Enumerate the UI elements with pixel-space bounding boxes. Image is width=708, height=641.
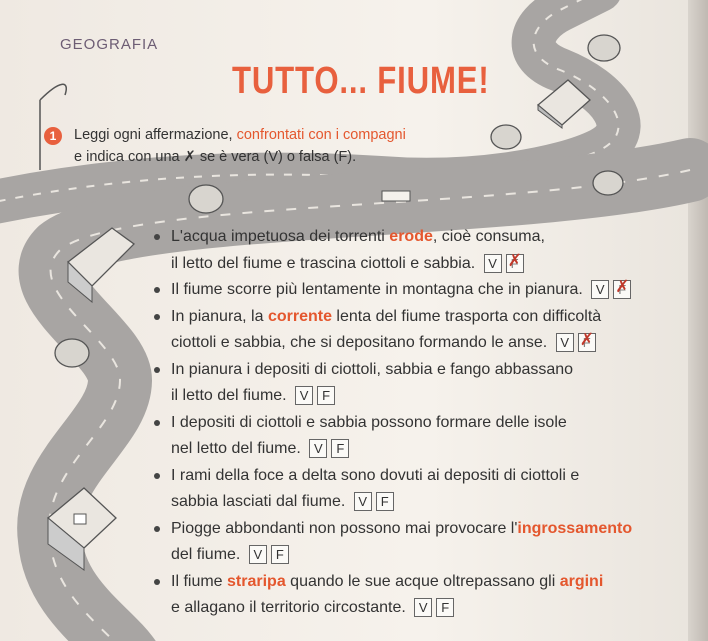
true-checkbox[interactable]: V <box>484 254 502 273</box>
false-checkbox[interactable]: F <box>436 598 454 617</box>
statement-list <box>150 224 695 622</box>
false-checkbox[interactable]: F ✗ <box>578 333 596 352</box>
keyword: straripa <box>227 572 286 590</box>
false-checkbox[interactable]: F <box>271 545 289 564</box>
instruction-highlight: confrontati con i compagni <box>236 127 406 143</box>
false-checkbox[interactable]: F <box>331 439 349 458</box>
true-checkbox[interactable]: V <box>556 333 574 352</box>
statement-item <box>150 463 695 516</box>
statement-text: e allagano il territorio circostante. <box>171 599 406 616</box>
statement-text: Il fiume scorre più lentamente in montagna che in pianura. <box>171 281 583 298</box>
tree-icon <box>186 182 226 218</box>
statement-text: nel letto del fiume. <box>171 440 301 457</box>
tree-icon <box>590 168 626 200</box>
statement-text: In pianura, la <box>171 307 268 325</box>
statement-item <box>150 569 695 622</box>
statement-text: Piogge abbondanti non possono mai provocare l' <box>171 519 518 537</box>
keyword: ingrossamento <box>517 519 633 537</box>
statement-item <box>150 357 695 410</box>
sign-icon <box>380 188 414 204</box>
statement-text: il letto del fiume. <box>171 387 287 404</box>
statement-item <box>150 304 695 357</box>
false-checkbox[interactable]: F <box>376 492 394 511</box>
statement-text: , cioè consuma, <box>432 228 545 245</box>
house-icon <box>528 70 598 130</box>
section-label: GEOGRAFIA <box>60 36 159 53</box>
statement-text: il letto del fiume e trascina ciottoli e sabbia. <box>171 254 476 272</box>
page-title: TUTTO... FIUME! <box>232 60 490 102</box>
statement-item <box>150 277 695 304</box>
tree-icon <box>52 336 92 372</box>
true-checkbox[interactable]: V <box>354 492 372 511</box>
true-checkbox[interactable]: V <box>295 386 313 405</box>
keyword: argini <box>559 572 604 590</box>
statement-item <box>150 410 695 463</box>
house-icon <box>44 478 122 574</box>
false-checkbox[interactable]: F ✗ <box>613 280 631 299</box>
true-checkbox[interactable]: V <box>309 439 327 458</box>
statement-text: quando le sue acque oltrepassano gli <box>285 572 560 590</box>
statement-text: I depositi di ciottoli e sabbia possono formare delle isole <box>171 413 567 431</box>
statement-text: L'acqua impetuosa dei torrenti <box>171 228 390 245</box>
statement-text: lenta del fiume trasporta con difficoltà <box>331 307 602 325</box>
statement-text: sabbia lasciati dal fiume. <box>171 493 346 510</box>
exercise-number: 1 <box>44 127 62 145</box>
statement-text: del fiume. <box>171 546 241 563</box>
false-checkbox[interactable]: F ✗ <box>506 254 524 273</box>
statement-text: ciottoli e sabbia, che si depositano formando le anse. <box>171 334 548 351</box>
statement-item <box>150 224 695 277</box>
house-icon <box>62 222 140 304</box>
false-checkbox[interactable]: F <box>317 386 335 405</box>
statement-text: Il fiume <box>171 572 228 590</box>
true-checkbox[interactable]: V <box>249 545 267 564</box>
true-checkbox[interactable]: V <box>591 280 609 299</box>
statement-text: I rami della foce a delta sono dovuti ai depositi di ciottoli e <box>171 466 580 484</box>
statement-text: In pianura i depositi di ciottoli, sabbia e fango abbassano <box>171 360 574 378</box>
keyword: corrente <box>267 307 332 325</box>
exercise-instructions <box>74 124 494 168</box>
statement-item <box>150 516 695 569</box>
tree-icon <box>585 32 623 66</box>
true-checkbox[interactable]: V <box>414 598 432 617</box>
instruction-text: e indica con una ✗ se è vera (V) o falsa (F). <box>74 149 357 165</box>
keyword: erode <box>389 228 433 245</box>
instruction-text: Leggi ogni affermazione, <box>74 127 237 143</box>
